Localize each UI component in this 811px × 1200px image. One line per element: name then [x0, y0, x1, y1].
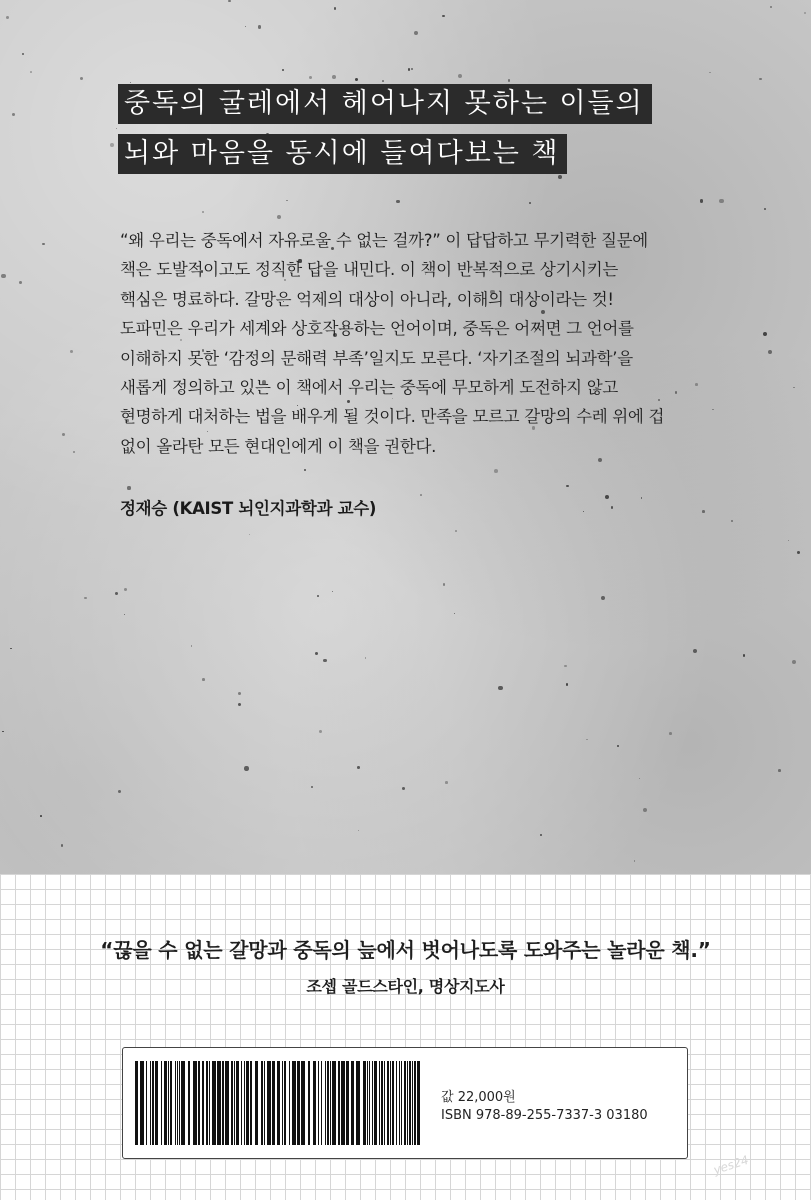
- texture-speck: [643, 808, 647, 812]
- barcode-bar: [264, 1061, 265, 1145]
- barcode-bar: [390, 1061, 391, 1145]
- texture-speck: [365, 657, 366, 658]
- texture-speck: [19, 281, 22, 284]
- texture-speck: [443, 583, 445, 585]
- pull-quote: “끊을 수 없는 갈망과 중독의 늪에서 벗어나도록 도와주는 놀라운 책.”: [100, 938, 711, 962]
- body-line: 책은 도발적이고도 정직한 답을 내민다. 이 책이 반복적으로 상기시키는: [120, 260, 619, 280]
- texture-speck: [22, 53, 24, 55]
- endorsement-body: [120, 226, 720, 461]
- barcode-bar: [155, 1061, 158, 1145]
- barcode-bar: [150, 1061, 151, 1145]
- texture-speck: [564, 665, 567, 668]
- barcode-bar: [297, 1061, 300, 1145]
- texture-speck: [605, 495, 609, 499]
- barcode-bar: [161, 1061, 162, 1145]
- texture-speck: [42, 243, 45, 246]
- texture-speck: [228, 0, 230, 2]
- barcode-bar: [325, 1061, 326, 1145]
- texture-speck: [529, 202, 531, 204]
- texture-speck: [669, 732, 672, 735]
- texture-speck: [62, 433, 65, 436]
- texture-speck: [402, 787, 405, 790]
- barcode-bar: [284, 1061, 286, 1145]
- barcode-bar: [351, 1061, 354, 1145]
- texture-speck: [249, 534, 250, 535]
- barcode-bar: [179, 1061, 180, 1145]
- barcode-bar: [209, 1061, 210, 1145]
- texture-speck: [382, 80, 384, 82]
- barcode-bar: [330, 1061, 331, 1145]
- texture-speck: [357, 766, 360, 769]
- texture-speck: [317, 595, 319, 597]
- texture-speck: [202, 678, 205, 681]
- barcode-bar: [404, 1061, 406, 1145]
- texture-speck: [792, 660, 796, 664]
- texture-speck: [719, 199, 723, 203]
- texture-speck: [693, 649, 697, 653]
- price-text: 값 22,000원: [441, 1090, 516, 1105]
- barcode-bar: [267, 1061, 271, 1145]
- body-line: 이해하지 못한 ‘감정의 문해력 부족’일지도 모른다. ‘자기조절의 뇌과학’을: [120, 348, 633, 368]
- texture-speck: [332, 591, 333, 592]
- barcode-bar: [225, 1061, 229, 1145]
- texture-speck: [709, 72, 710, 73]
- texture-speck: [455, 530, 457, 532]
- body-line: 현명하게 대처하는 법을 배우게 될 것이다. 만족을 모르고 갈망의 수레 위에 겁: [120, 407, 665, 427]
- barcode-bar: [417, 1061, 420, 1145]
- barcode-bar: [181, 1061, 185, 1145]
- barcode-bar: [261, 1061, 263, 1145]
- barcode-bar: [372, 1061, 373, 1145]
- texture-speck: [759, 78, 762, 81]
- texture-speck: [763, 332, 767, 336]
- barcode-bar: [152, 1061, 154, 1145]
- texture-speck: [788, 540, 789, 541]
- barcode-bar: [289, 1061, 290, 1145]
- texture-speck: [641, 497, 643, 499]
- barcode-bar: [341, 1061, 345, 1145]
- texture-speck: [793, 387, 795, 389]
- texture-speck: [127, 486, 130, 489]
- texture-speck: [73, 451, 75, 453]
- texture-speck: [494, 469, 498, 473]
- texture-speck: [358, 830, 359, 831]
- texture-speck: [6, 16, 9, 19]
- texture-speck: [124, 588, 127, 591]
- texture-speck: [458, 74, 462, 78]
- barcode-bar: [407, 1061, 408, 1145]
- barcode-bar: [177, 1061, 178, 1145]
- barcode-bar: [292, 1061, 296, 1145]
- pull-quote-author: 조셉 골드스타인, 명상지도사: [306, 977, 505, 996]
- texture-speck: [408, 68, 411, 71]
- texture-speck: [639, 778, 640, 779]
- barcode-bar: [327, 1061, 329, 1145]
- texture-speck: [244, 766, 248, 770]
- texture-speck: [731, 520, 733, 522]
- barcode-bar: [321, 1061, 322, 1145]
- body-line: 없이 올라탄 모든 현대인에게 이 책을 권한다.: [120, 436, 437, 456]
- barcode-bar: [396, 1061, 397, 1145]
- texture-speck: [245, 26, 247, 28]
- texture-speck: [202, 211, 204, 213]
- texture-speck: [84, 597, 86, 599]
- barcode-bar: [175, 1061, 176, 1145]
- texture-speck: [334, 7, 337, 10]
- barcode-bar: [363, 1061, 366, 1145]
- texture-speck: [80, 77, 83, 80]
- texture-speck: [12, 113, 15, 116]
- texture-speck: [804, 12, 806, 14]
- barcode-bar: [250, 1061, 252, 1145]
- barcode-bar: [231, 1061, 233, 1145]
- texture-speck: [286, 200, 287, 201]
- texture-speck: [323, 659, 326, 662]
- barcode-bar: [146, 1061, 147, 1145]
- barcode-bar: [356, 1061, 360, 1145]
- texture-speck: [454, 613, 455, 614]
- texture-speck: [396, 200, 400, 204]
- barcode-bar: [401, 1061, 402, 1145]
- texture-speck: [611, 506, 614, 509]
- texture-speck: [309, 76, 312, 79]
- headline-line-2: 뇌와 마음을 동시에 들여다보는 책: [118, 134, 567, 174]
- texture-speck: [304, 469, 307, 472]
- texture-speck: [1, 274, 5, 278]
- texture-speck: [61, 844, 64, 847]
- texture-speck: [238, 692, 241, 695]
- texture-speck: [442, 15, 445, 18]
- barcode-icon: [133, 1061, 423, 1145]
- barcode-bar: [206, 1061, 208, 1145]
- texture-speck: [778, 769, 781, 772]
- texture-speck: [315, 652, 318, 655]
- texture-speck: [10, 648, 11, 649]
- texture-speck: [768, 350, 772, 354]
- barcode-bar: [346, 1061, 349, 1145]
- texture-speck: [420, 494, 422, 496]
- barcode-bar: [272, 1061, 275, 1145]
- texture-speck: [540, 834, 543, 837]
- texture-speck: [702, 510, 705, 513]
- texture-speck: [566, 683, 569, 686]
- texture-speck: [30, 71, 32, 73]
- texture-speck: [2, 731, 4, 733]
- barcode-bar: [234, 1061, 235, 1145]
- barcode-bar: [202, 1061, 204, 1145]
- barcode-bar: [381, 1061, 383, 1145]
- texture-speck: [498, 686, 502, 690]
- barcode-bar: [217, 1061, 221, 1145]
- barcode-bar: [193, 1061, 197, 1145]
- texture-speck: [116, 128, 117, 129]
- barcode-bar: [246, 1061, 249, 1145]
- barcode-bar: [308, 1061, 310, 1145]
- texture-speck: [586, 739, 587, 740]
- texture-speck: [258, 25, 262, 29]
- texture-speck: [191, 645, 193, 647]
- texture-speck: [110, 143, 114, 147]
- texture-speck: [238, 703, 241, 706]
- texture-speck: [445, 781, 448, 784]
- texture-speck: [118, 790, 121, 793]
- barcode-bar: [241, 1061, 242, 1145]
- body-line: 도파민은 우리가 세계와 상호작용하는 언어이며, 중독은 어쩌면 그 언어를: [120, 319, 634, 339]
- texture-speck: [115, 592, 118, 595]
- texture-speck: [700, 199, 703, 202]
- barcode-bar: [409, 1061, 411, 1145]
- texture-speck: [634, 860, 635, 861]
- barcode-label: [122, 1047, 688, 1159]
- barcode-bar: [392, 1061, 394, 1145]
- barcode-bar: [188, 1061, 190, 1145]
- barcode-bar: [369, 1061, 370, 1145]
- barcode-bar: [244, 1061, 245, 1145]
- barcode-bar: [170, 1061, 172, 1145]
- barcode-bar: [164, 1061, 167, 1145]
- texture-speck: [124, 614, 125, 615]
- barcode-bar: [198, 1061, 200, 1145]
- barcode-bar: [140, 1061, 144, 1145]
- texture-speck: [355, 78, 358, 81]
- barcode-bar: [255, 1061, 258, 1145]
- barcode-bar: [313, 1061, 316, 1145]
- texture-speck: [558, 175, 562, 179]
- texture-speck: [764, 208, 766, 210]
- watermark-logo: yes24: [711, 1152, 751, 1178]
- barcode-bar: [236, 1061, 239, 1145]
- texture-speck: [70, 350, 73, 353]
- texture-speck: [311, 786, 313, 788]
- barcode-bar: [282, 1061, 283, 1145]
- barcode-bar: [367, 1061, 368, 1145]
- barcode-bar: [384, 1061, 385, 1145]
- barcode-bar: [374, 1061, 377, 1145]
- texture-speck: [566, 485, 568, 487]
- headline-line-1: 중독의 굴레에서 헤어나지 못하는 이들의: [118, 84, 652, 124]
- texture-speck: [797, 551, 800, 554]
- texture-speck: [770, 6, 772, 8]
- texture-speck: [332, 75, 336, 79]
- barcode-bar: [387, 1061, 389, 1145]
- body-line: 핵심은 명료하다. 갈망은 억제의 대상이 아니라, 이해의 대상이라는 것!: [120, 289, 614, 309]
- texture-speck: [508, 79, 510, 81]
- barcode-bar: [379, 1061, 380, 1145]
- barcode-bar: [399, 1061, 400, 1145]
- texture-speck: [414, 31, 418, 35]
- barcode-bar: [135, 1061, 138, 1145]
- barcode-bar: [212, 1061, 216, 1145]
- texture-speck: [583, 511, 584, 512]
- texture-speck: [40, 815, 42, 817]
- texture-speck: [743, 654, 745, 656]
- texture-speck: [319, 730, 322, 733]
- barcode-bar: [277, 1061, 280, 1145]
- barcode-bar: [338, 1061, 340, 1145]
- barcode-bar: [168, 1061, 169, 1145]
- barcode-bar: [222, 1061, 224, 1145]
- barcode-bar: [414, 1061, 416, 1145]
- body-line: 새롭게 정의하고 있는 이 책에서 우리는 중독에 무모하게 도전하지 않고: [120, 378, 619, 398]
- barcode-bar: [301, 1061, 305, 1145]
- barcode-bar: [318, 1061, 319, 1145]
- texture-speck: [282, 69, 284, 71]
- barcode-bar: [412, 1061, 413, 1145]
- barcode-bar: [332, 1061, 336, 1145]
- texture-speck: [411, 68, 413, 70]
- isbn-text: ISBN 978-89-255-7337-3 03180: [441, 1108, 648, 1123]
- endorser-attribution: 정재승 (KAIST 뇌인지과학과 교수): [120, 499, 377, 518]
- texture-speck: [601, 596, 605, 600]
- body-line: “왜 우리는 중독에서 자유로울 수 없는 걸까?” 이 답답하고 무기력한 질문에: [120, 231, 648, 250]
- texture-speck: [617, 745, 619, 747]
- texture-speck: [277, 215, 281, 219]
